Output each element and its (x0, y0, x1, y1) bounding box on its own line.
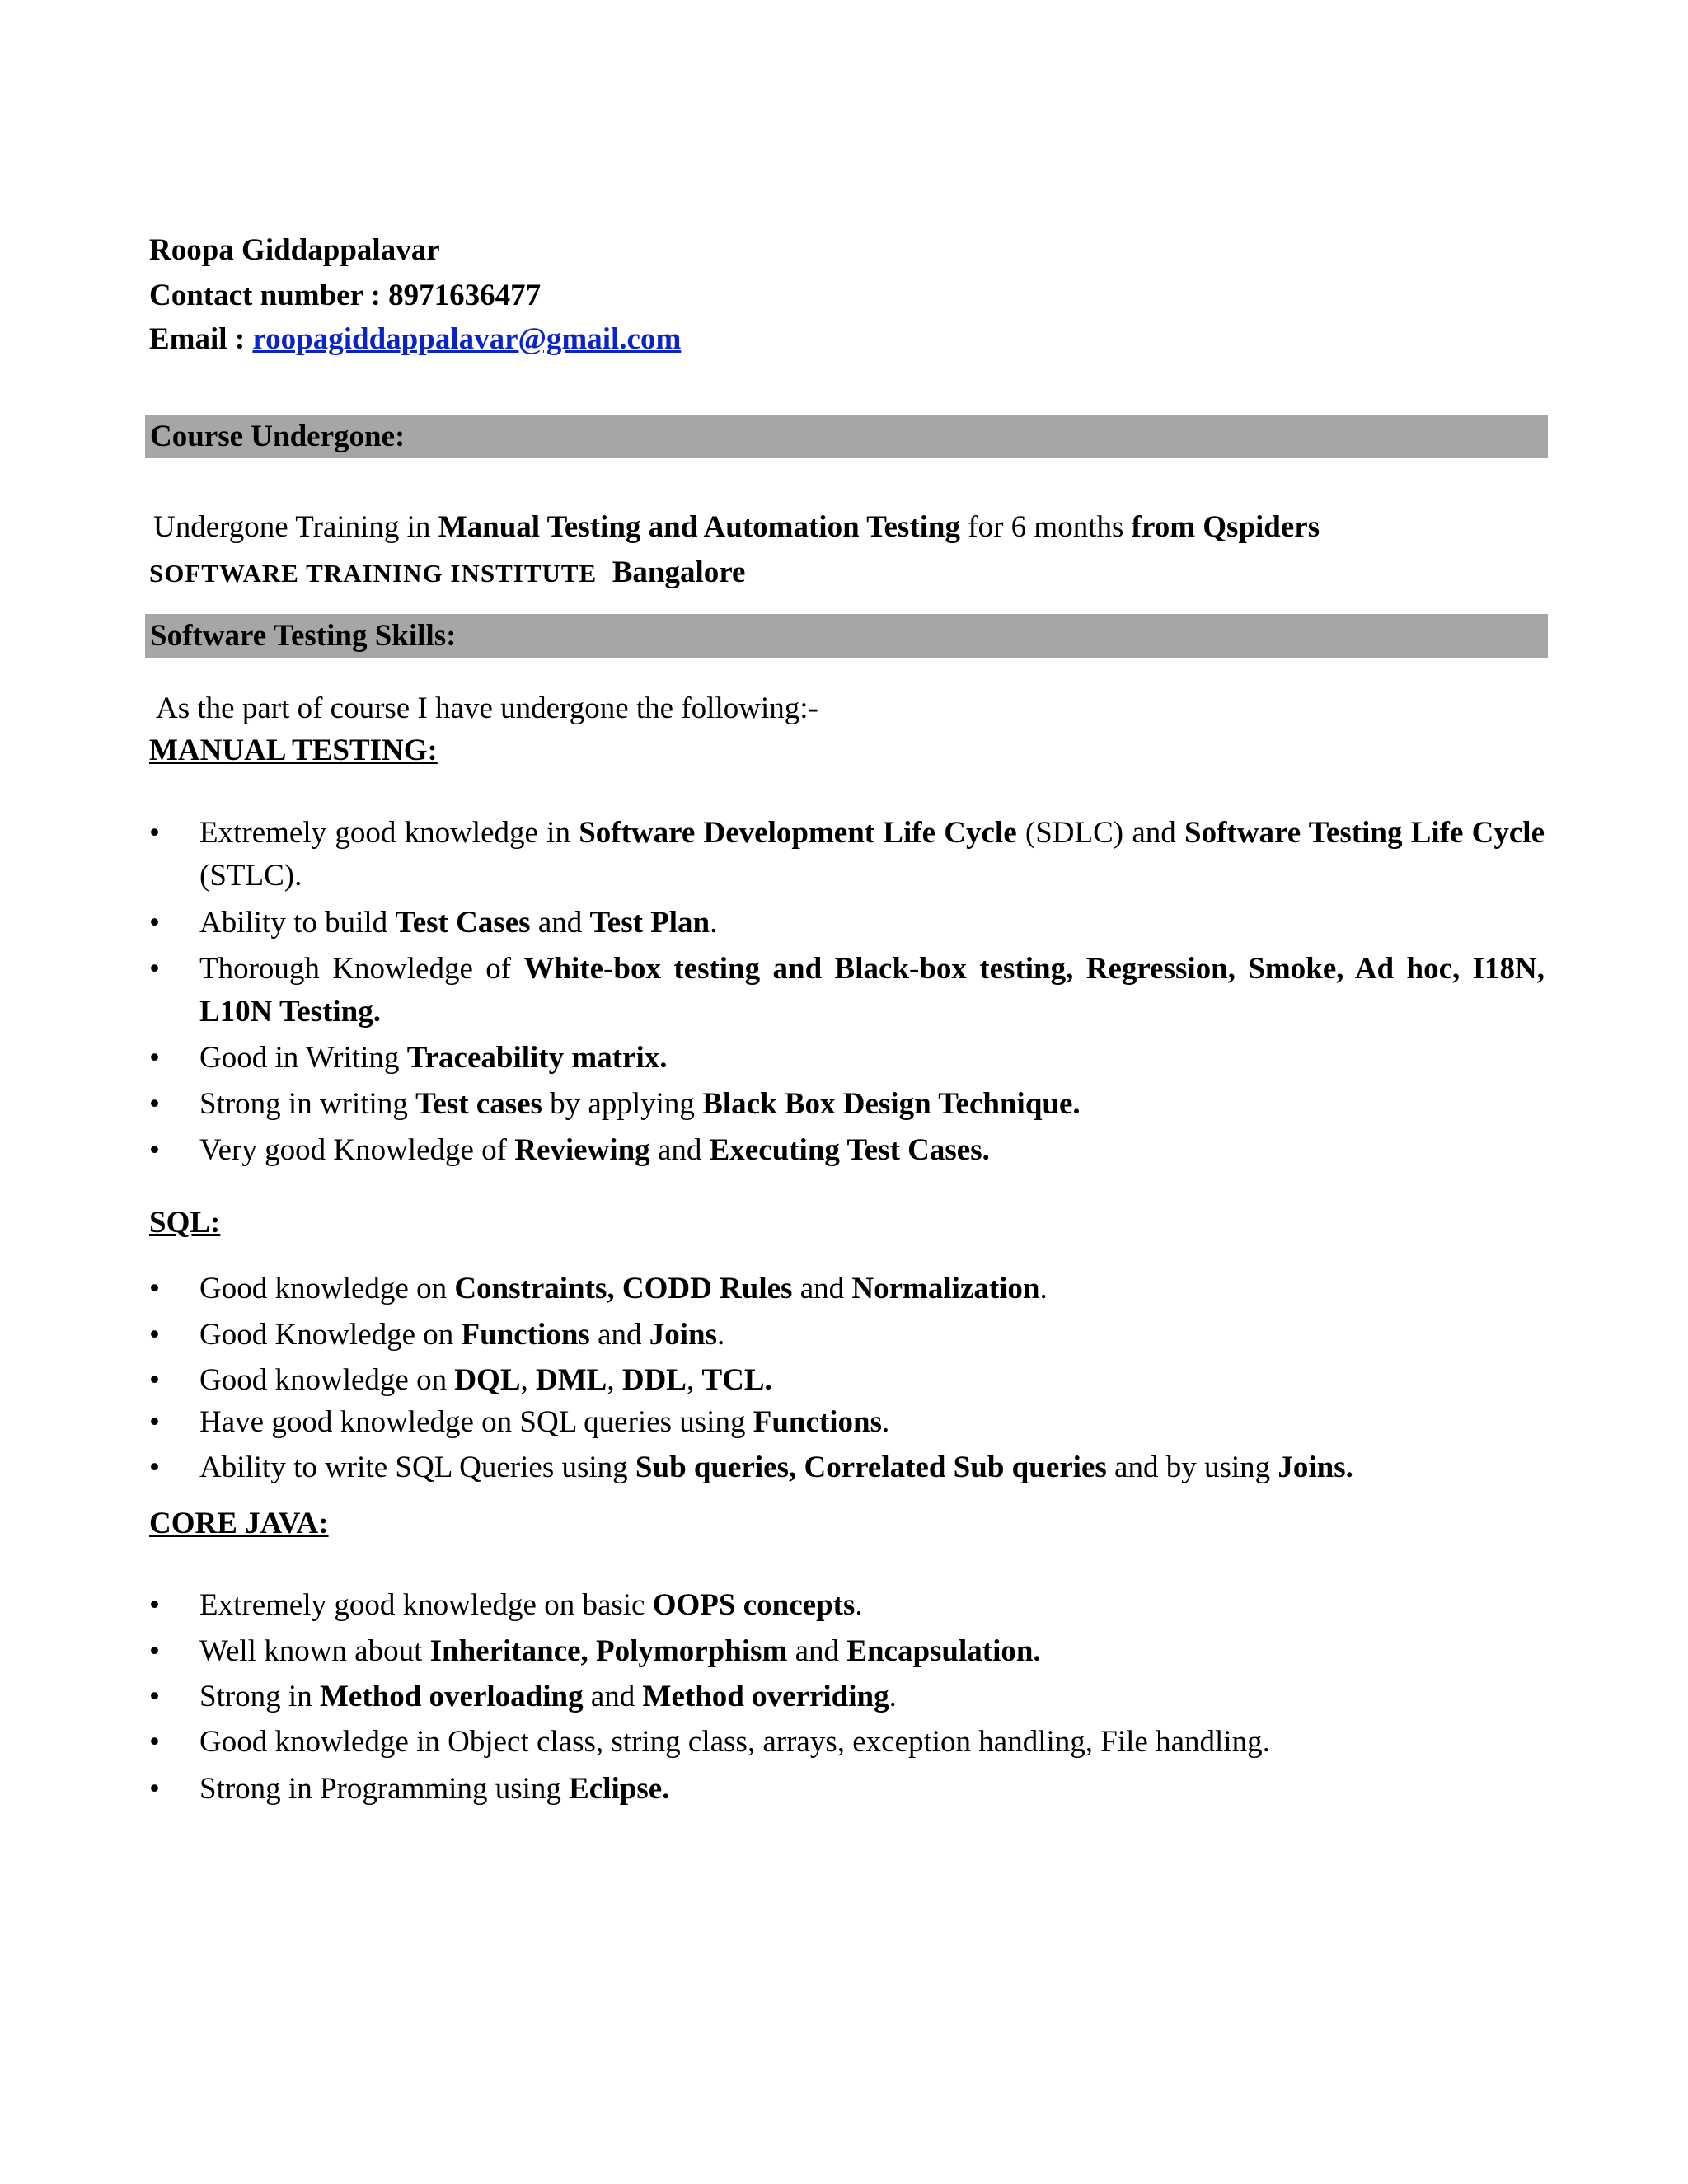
section-bar-course: Course Undergone: (145, 415, 1548, 458)
sql-item-constraints: Good knowledge on Constraints, CODD Rules and Normalization. (199, 1272, 1048, 1305)
java-item-overloading: Strong in Method overloading and Method overriding. (199, 1680, 897, 1713)
bullet-glyph: • (149, 1041, 160, 1075)
bullet-glyph: • (149, 906, 160, 940)
institute-name: SOFTWARE TRAINING INSTITUTE (149, 559, 598, 588)
java-item-object-class: Good knowledge in Object class, string class, arrays, exception handling, File handling. (199, 1725, 1270, 1759)
java-item-eclipse: Strong in Programming using Eclipse. (199, 1772, 670, 1806)
contact-line (149, 277, 541, 315)
course-description-line1: Undergone Training in Manual Testing and Automation Testing for 6 months from Qspiders (153, 510, 1320, 544)
sql-item-subqueries: Ability to write SQL Queries using Sub queries, Correlated Sub queries and by using Joins. (199, 1451, 1353, 1484)
bullet-glyph: • (149, 1451, 160, 1484)
contact-number: 8971636477 (388, 279, 542, 312)
email-label: Email (149, 322, 227, 356)
email-separator: : (227, 322, 253, 356)
bullet-glyph: • (149, 1363, 160, 1397)
manual-item-knowledge: Thorough Knowledge of White-box testing and Black-box testing, Regression, Smoke, Ad hoc, I18N, L10N Testing. (199, 952, 1545, 1029)
bullet-glyph: • (149, 816, 160, 850)
bullet-glyph: • (149, 1634, 160, 1668)
heading-manual-testing: MANUAL TESTING: (149, 733, 438, 767)
email-line (149, 321, 681, 359)
bullet-glyph: • (149, 1318, 160, 1352)
bullet-glyph: • (149, 1272, 160, 1305)
sql-item-languages: Good knowledge on DQL, DML, DDL, TCL. (199, 1363, 772, 1397)
bullet-glyph: • (149, 1405, 160, 1439)
manual-item-reviewing: Very good Knowledge of Reviewing and Executing Test Cases. (199, 1133, 990, 1167)
contact-label: Contact number (149, 279, 363, 312)
manual-item-blackbox: Strong in writing Test cases by applying Black Box Design Technique. (199, 1087, 1081, 1121)
heading-sql: SQL: (149, 1206, 221, 1240)
bullet-glyph: • (149, 952, 160, 986)
bullet-glyph: • (149, 1725, 160, 1759)
sql-item-queries-functions: Have good knowledge on SQL queries using Functions. (199, 1405, 890, 1439)
manual-item-sdlc: Extremely good knowledge in Software Development Life Cycle (SDLC) and Software Testing Life Cycle (STLC). (199, 816, 1545, 893)
course-description-line2 (149, 554, 745, 593)
sql-item-functions-joins: Good Knowledge on Functions and Joins. (199, 1318, 725, 1352)
heading-core-java: CORE JAVA: (149, 1507, 329, 1540)
manual-item-testcases: Ability to build Test Cases and Test Plan. (199, 906, 718, 940)
bullet-glyph: • (149, 1588, 160, 1622)
bullet-glyph: • (149, 1680, 160, 1713)
contact-separator: : (363, 279, 389, 312)
java-item-inheritance: Well known about Inheritance, Polymorphism and Encapsulation. (199, 1634, 1041, 1668)
skills-intro: As the part of course I have undergone the following:- (156, 691, 818, 725)
candidate-name: Roopa Giddappalavar (149, 233, 440, 267)
bullet-glyph: • (149, 1133, 160, 1167)
bullet-glyph: • (149, 1087, 160, 1121)
institute-city: Bangalore (612, 555, 746, 589)
section-bar-skills: Software Testing Skills: (145, 614, 1548, 658)
manual-item-traceability: Good in Writing Traceability matrix. (199, 1041, 668, 1075)
email-link[interactable]: roopagiddappalavar@gmail.com (252, 322, 682, 356)
java-item-oops: Extremely good knowledge on basic OOPS concepts. (199, 1588, 863, 1622)
bullet-glyph: • (149, 1772, 160, 1806)
